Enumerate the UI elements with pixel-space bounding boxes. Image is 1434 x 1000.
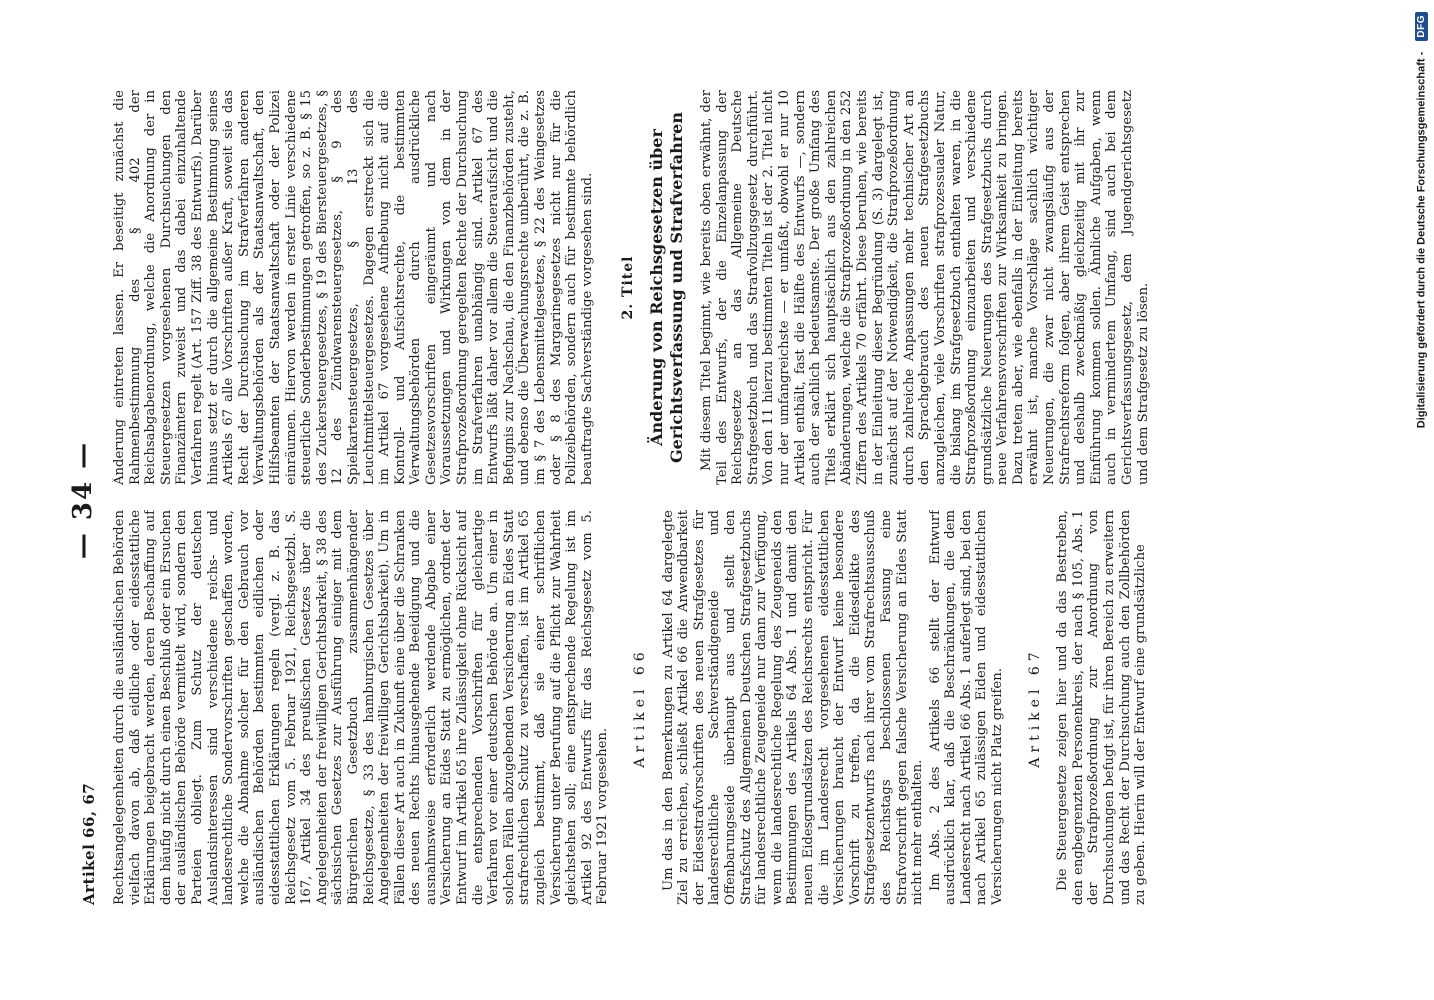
paragraph: Änderung eintreten lassen. Er beseitigt zunächst die Rahmenbestimmung des § 402 der Reichsabgabenordnung, welche die Anordnung der in Steuergesetzen vorgesehenen Durchsuchungen den Finanzämtern zuweist und das dabei einzuhaltende Verfahren regelt (Art. 157 Ziff. 38 des Entwurfs). Darüber hinaus setzt er durch die allgemeine Bestimmung seines Artikels 67 alle Vorschriften außer Kraft, soweit sie das Recht der Durchsuchung im Strafverfahren anderen Verwaltungsbehörden als der Staatsanwaltschaft, den Hilfsbeamten der Staatsanwaltschaft oder der Polizei einräumen. Hiervon werden in erster Linie verschiedene steuerliche Sonderbestimmungen getroffen, so z. B. § 15 des Zuckersteuergesetzes, § 19 des Biersteuergesetzes, § 12 des Zündwarensteuergesetzes, § 9 des Spielkartensteuergesetzes, § 13 des Leuchtmittelsteuergesetzes. Dagegen erstreckt sich die im Artikel 67 vorgesehene Aufhebung nicht auf die Kontroll- und Aufsichtsrechte, die bestimmten Verwaltungsbehörden durch ausdrückliche Gesetzesvorschriften eingeräumt und nach Voraussetzungen und Wirkungen von dem in der Strafprozeßordnung geregelten Rechte der Durchsuchung im Strafverfahren unabhängig sind. Artikel 67 des Entwurfs läßt daher vor allem die Steueraufsicht und die Befugnis zur Nachschau, die den Finanzbehörden zusteht, und ebenso die Überwachungsrechte unberührt, die z. B. im § 7 des Lebensmittelgesetzes, § 22 des Weingesetzes oder § 8 des Margarinegesetzes nicht nur für die Polizeibehörden, sondern auch für bestimmte behördlich beauftragte Sachverständige vorgesehen sind. — [112, 90, 595, 485]
running-title: Artikel 66, 67 — [80, 782, 98, 905]
article-67-heading: Artikel 67 — [1026, 647, 1043, 768]
paragraph: Mit diesem Titel beginnt, wie bereits oben erwähnt, der Teil des Entwurfs, der die Einzelanpassung der Reichsgesetze an das Allgemeine Deutsche Strafgesetzbuch und das Strafvollzugsgesetz durchführt. Von den 11 hierzu bestimmten Titeln ist der 2. Titel nicht nur der umfangreichste — er umfaßt, obwohl er nur 10 Artikel enthält, fast die Hälfte des Entwurfs —, sondern auch der sachlich bedeutsamste. Der große Umfang des Titels erklärt sich hauptsächlich aus den zahlreichen Abänderungen, welche die Strafprozeßordnung in den 252 Ziffern des Artikels 70 erfährt. Diese beruhen, wie bereits in der Einleitung dieser Begründung (S. 3) dargelegt ist, zunächst auf der Notwendigkeit, die Strafprozeßordnung durch zahlreiche Anpassungen mehr technischer Art an den Sprachgebrauch des neuen Strafgesetzbuchs anzugleichen, viele Vorschriften strafprozessualer Natur, die bislang im Strafgesetzbuch enthalten waren, in die Strafprozeßordnung einzuarbeiten und verschiedene grundsätzliche Neuerungen des Strafgesetzbuchs durch neue Verfahrensvorschriften zur Wirksamkeit zu bringen. Dazu treten aber, wie ebenfalls in der Einleitung bereits erwähnt ist, manche Vorschläge sachlich wichtiger Neuerungen, die zwar nicht zwangsläufig aus der Strafrechtsreform folgen, aber ihrem Geist entsprechen und deshalb zweckmäßig gleichzeitig mit ihr zur Einführung kommen sollen. Ähnliche Aufgaben, wenn auch in vermindertem Umfang, sind auch bei dem Gerichtsverfassungsgesetz, dem Jugendgerichtsgesetz und dem Strafgesetz zu lösen. — [699, 90, 1151, 485]
left-column — [112, 510, 1312, 905]
dfg-logo-icon: DFG — [1415, 12, 1428, 41]
right-column — [112, 90, 1312, 485]
paragraph: Die Steuergesetze zeigen hier und da das Bestreben, den engbegrenzten Personenkreis, der nach § 105, Abs. 1 der Strafprozeßordnung zur Anordnung von Durchsuchungen befugt ist, für ihren Bereich zu erweitern und das Recht der Durchsuchung auch den Zollbehörden zu geben. Hierin will der Entwurf eine grundsätzliche — [1055, 510, 1149, 905]
article-66-heading: Artikel 66 — [632, 647, 648, 768]
digitization-credit — [1408, 0, 1428, 1000]
credit-text: Digitalisierung gefördert durch die Deutsche Forschungsgemeinschaft - — [1415, 51, 1428, 429]
page-number: — 34 — — [68, 440, 98, 560]
section-number: 2. Titel — [620, 255, 637, 320]
paragraph: Rechtsangelegenheiten durch die ausländischen Behörden vielfach davon ab, daß eidliche oder eidesstattliche Erklärungen beigebracht werden, deren Beschaffung auf dem häufig nicht durch einen Beschluß oder ein Ersuchen der ausländischen Behörde vermittelt wird, sondern den Parteien obliegt. Zum Schutz der deutschen Auslandsinteressen sind verschiedene reichs- und landesrechtliche Sondervorschriften geschaffen worden, welche die Abnahme solcher für den Gebrauch vor ausländischen Behörden bestimmten eidlichen oder eidesstattlichen Erklärungen regeln (vergl. z. B. das Reichsgesetz vom 5. Februar 1921, Reichsgesetzbl. S. 167, Artikel 34 des preußischen Gesetzes über die Angelegenheiten der freiwilligen Gerichtsbarkeit, § 38 des sächsischen Gesetzes zur Ausführung einiger mit dem Bürgerlichen Gesetzbuch zusammenhängender Reichsgesetze, § 33 des hamburgischen Gesetzes über Angelegenheiten der freiwilligen Gerichtsbarkeit). Um in Fällen dieser Art auch in Zukunft eine über die Schranken des neuen Rechts hinausgehende Beeidigung und die ausnahmsweise erforderlich werdende Abgabe einer Versicherung an Eides Statt zu ermöglichen, ordnet der Entwurf im Artikel 65 ihre Zulässigkeit ohne Rücksicht auf die entsprechenden Vorschriften für gleichartige Verfahren vor einer deutschen Behörde an. Um einer in solchen Fällen abzugebenden Versicherung an Eides Statt strafrechtlichen Schutz zu verschaffen, ist im Artikel 65 zugleich bestimmt, daß sie einer schriftlichen Versicherung unter Berufung auf die Pflicht zur Wahrheit gleichstehen soll; eine entsprechende Regelung ist im Artikel 92 des Entwurfs für das Reichsgesetz vom 5. Februar 1921 vorgesehen. — [112, 510, 611, 905]
paragraph: Um das in den Bemerkungen zu Artikel 64 dargelegte Ziel zu erreichen, schließt Artikel 66 die Anwendbarkeit der Eidesstrafvorschriften des neuen Strafgesetzes für landesrechtliche Sachverständigeneide und Offenbarungseide überhaupt aus und stellt den Strafschutz des Allgemeinen Deutschen Strafgesetzbuchs für landesrechtliche Zeugeneide nur dann zur Verfügung, wenn die landesrechtliche Regelung des Zeugeneids den Bestimmungen des Artikels 64 Abs. 1 und damit den neuen Eidesgrundsätzen des Reichsrechts entspricht. Für die im Landesrecht vorgesehenen eidesstattlichen Versicherungen braucht der Entwurf keine besondere Vorschrift zu treffen, da die Eidesdelikte des Strafgesetzentwurfs nach ihrer vom Strafrechtsausschuß des Reichstags beschlossenen Fassung eine Strafvorschrift gegen falsche Versicherung an Eides Statt nicht mehr enthalten. — [660, 510, 926, 905]
section-title: Änderung von Reichsgesetzen über Gerichtsverfassung und Strafverfahren — [647, 112, 686, 463]
paragraph: Im Abs. 2 des Artikels 66 stellt der Entwurf ausdrücklich klar, daß die Beschränkungen, die dem Landesrecht nach Artikel 66 Abs. 1 auferlegt sind, bei den nach Artikel 65 zulässigen Eiden und eidesstattlichen Versicherungen nicht Platz greifen. — [927, 510, 1006, 905]
